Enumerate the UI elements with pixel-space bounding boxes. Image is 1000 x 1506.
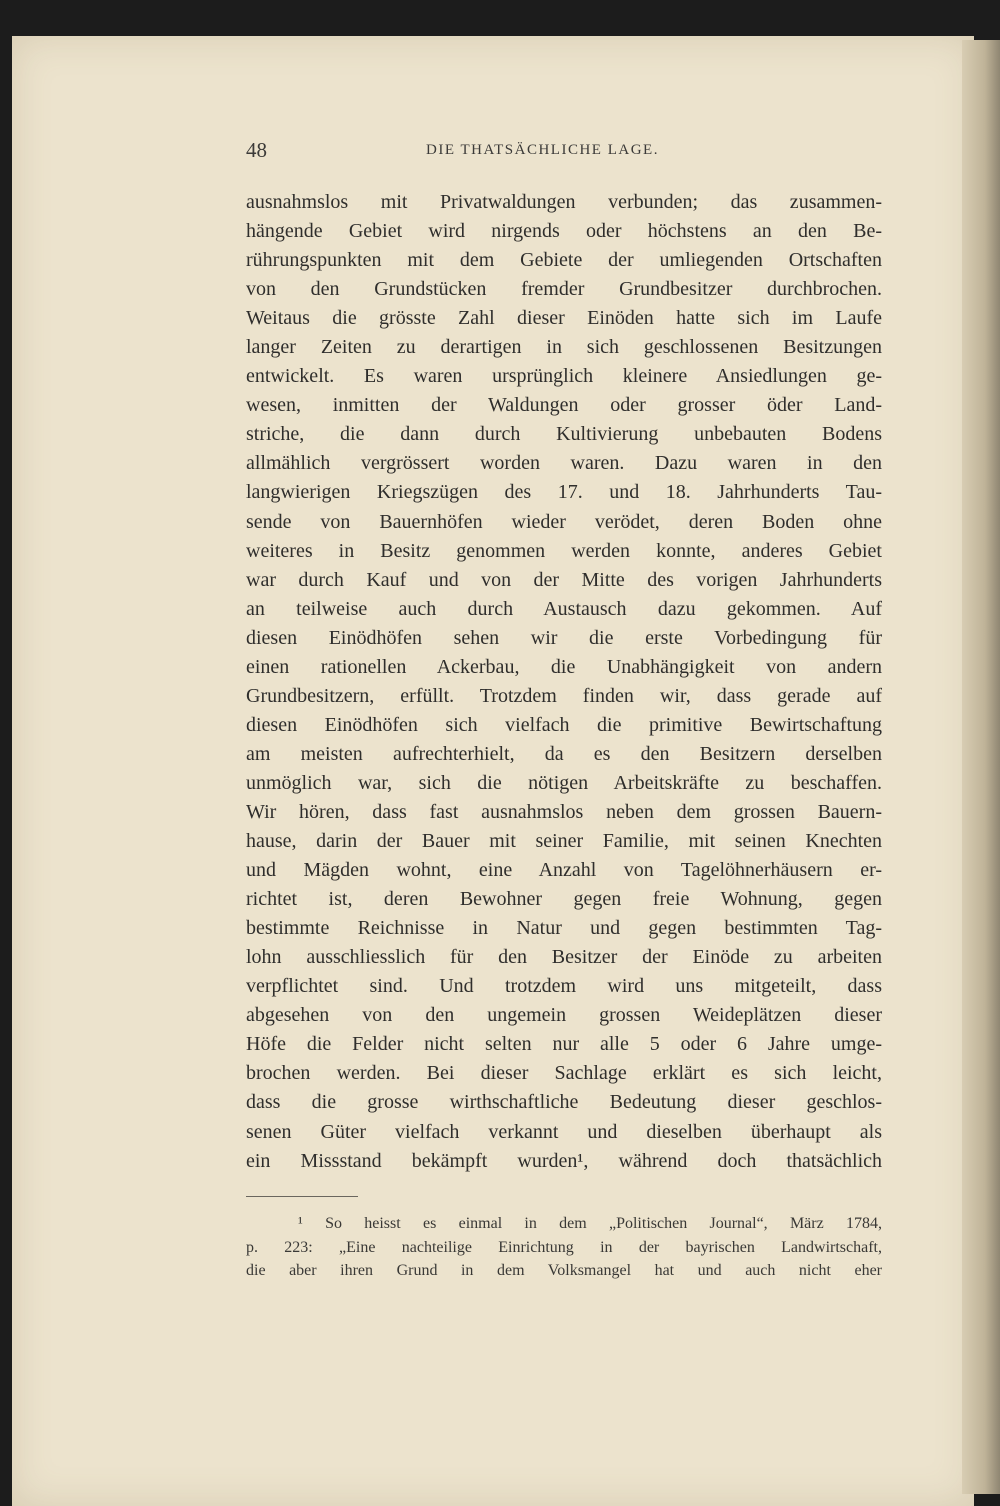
text-line: bestimmte Reichnisse in Natur und gegen bestimmten Tag- [246, 917, 882, 940]
page-header [246, 138, 882, 168]
text-line: verpflichtet sind. Und trotzdem wird uns mitgeteilt, dass [246, 975, 882, 998]
page-edge [962, 40, 1000, 1494]
footnote-divider [246, 1196, 358, 1197]
body-text [246, 188, 882, 1176]
text-line: weiteres in Besitz genommen werden konnte, anderes Gebiet [246, 539, 882, 562]
text-line: dass die grosse wirthschaftliche Bedeutung dieser geschlos- [246, 1091, 882, 1114]
text-line: war durch Kauf und von der Mitte des vorigen Jahrhunderts [246, 568, 882, 591]
text-line: lohn ausschliesslich für den Besitzer der Einöde zu arbeiten [246, 946, 882, 969]
text-line: diesen Einödhöfen sich vielfach die primitive Bewirtschaftung [246, 713, 882, 736]
text-line: Weitaus die grösste Zahl dieser Einöden hatte sich im Laufe [246, 307, 882, 330]
text-line: langwierigen Kriegszügen des 17. und 18. Jahrhunderts Tau- [246, 481, 882, 504]
footnote-line: die aber ihren Grund in dem Volksmangel hat und auch nicht eher [246, 1262, 882, 1279]
text-line: einen rationellen Ackerbau, die Unabhängigkeit von andern [246, 655, 882, 678]
text-line: ein Missstand bekämpft wurden¹, während doch thatsächlich [246, 1149, 882, 1172]
text-line: hängende Gebiet wird nirgends oder höchstens an den Be- [246, 220, 882, 243]
text-line: richtet ist, deren Bewohner gegen freie Wohnung, gegen [246, 888, 882, 911]
text-line: sende von Bauernhöfen wieder verödet, deren Boden ohne [246, 510, 882, 533]
text-line: am meisten aufrechterhielt, da es den Besitzern derselben [246, 742, 882, 765]
text-line: Grundbesitzern, erfüllt. Trotzdem finden wir, dass gerade auf [246, 684, 882, 707]
footnote-line: ¹ So heisst es einmal in dem „Politischen Journal“, März 1784, [298, 1215, 882, 1232]
text-line: unmöglich war, sich die nötigen Arbeitskräfte zu beschaffen. [246, 771, 882, 794]
text-line: diesen Einödhöfen sehen wir die erste Vorbedingung für [246, 626, 882, 649]
text-line: und Mägden wohnt, eine Anzahl von Tagelöhnerhäusern er- [246, 859, 882, 882]
text-line: hause, darin der Bauer mit seiner Familie, mit seinen Knechten [246, 830, 882, 853]
text-line: entwickelt. Es waren ursprünglich kleinere Ansiedlungen ge- [246, 365, 882, 388]
text-line: wesen, inmitten der Waldungen oder grosser öder Land- [246, 394, 882, 417]
text-line: brochen werden. Bei dieser Sachlage erklärt es sich leicht, [246, 1062, 882, 1085]
text-line: abgesehen von den ungemein grossen Weideplätzen dieser [246, 1004, 882, 1027]
text-line: von den Grundstücken fremder Grundbesitzer durchbrochen. [246, 278, 882, 301]
text-line: ausnahmslos mit Privatwaldungen verbunden; das zusammen- [246, 191, 882, 213]
running-title: DIE THATSÄCHLICHE LAGE. [426, 142, 659, 158]
text-line: Wir hören, dass fast ausnahmslos neben dem grossen Bauern- [246, 800, 882, 823]
text-line: striche, die dann durch Kultivierung unbebauten Bodens [246, 423, 882, 446]
text-line: rührungspunkten mit dem Gebiete der umliegenden Ortschaften [246, 249, 882, 272]
page-number: 48 [246, 138, 267, 162]
text-line: langer Zeiten zu derartigen in sich geschlossenen Besitzungen [246, 336, 882, 359]
footnotes [246, 1212, 882, 1283]
text-line: allmählich vergrössert worden waren. Dazu waren in den [246, 452, 882, 475]
text-line: an teilweise auch durch Austausch dazu gekommen. Auf [246, 597, 882, 620]
footnote-line: p. 223: „Eine nachteilige Einrichtung in der bayrischen Landwirtschaft, [246, 1238, 882, 1256]
text-line: senen Güter vielfach verkannt und dieselben überhaupt als [246, 1120, 882, 1143]
text-line: Höfe die Felder nicht selten nur alle 5 oder 6 Jahre umge- [246, 1033, 882, 1056]
